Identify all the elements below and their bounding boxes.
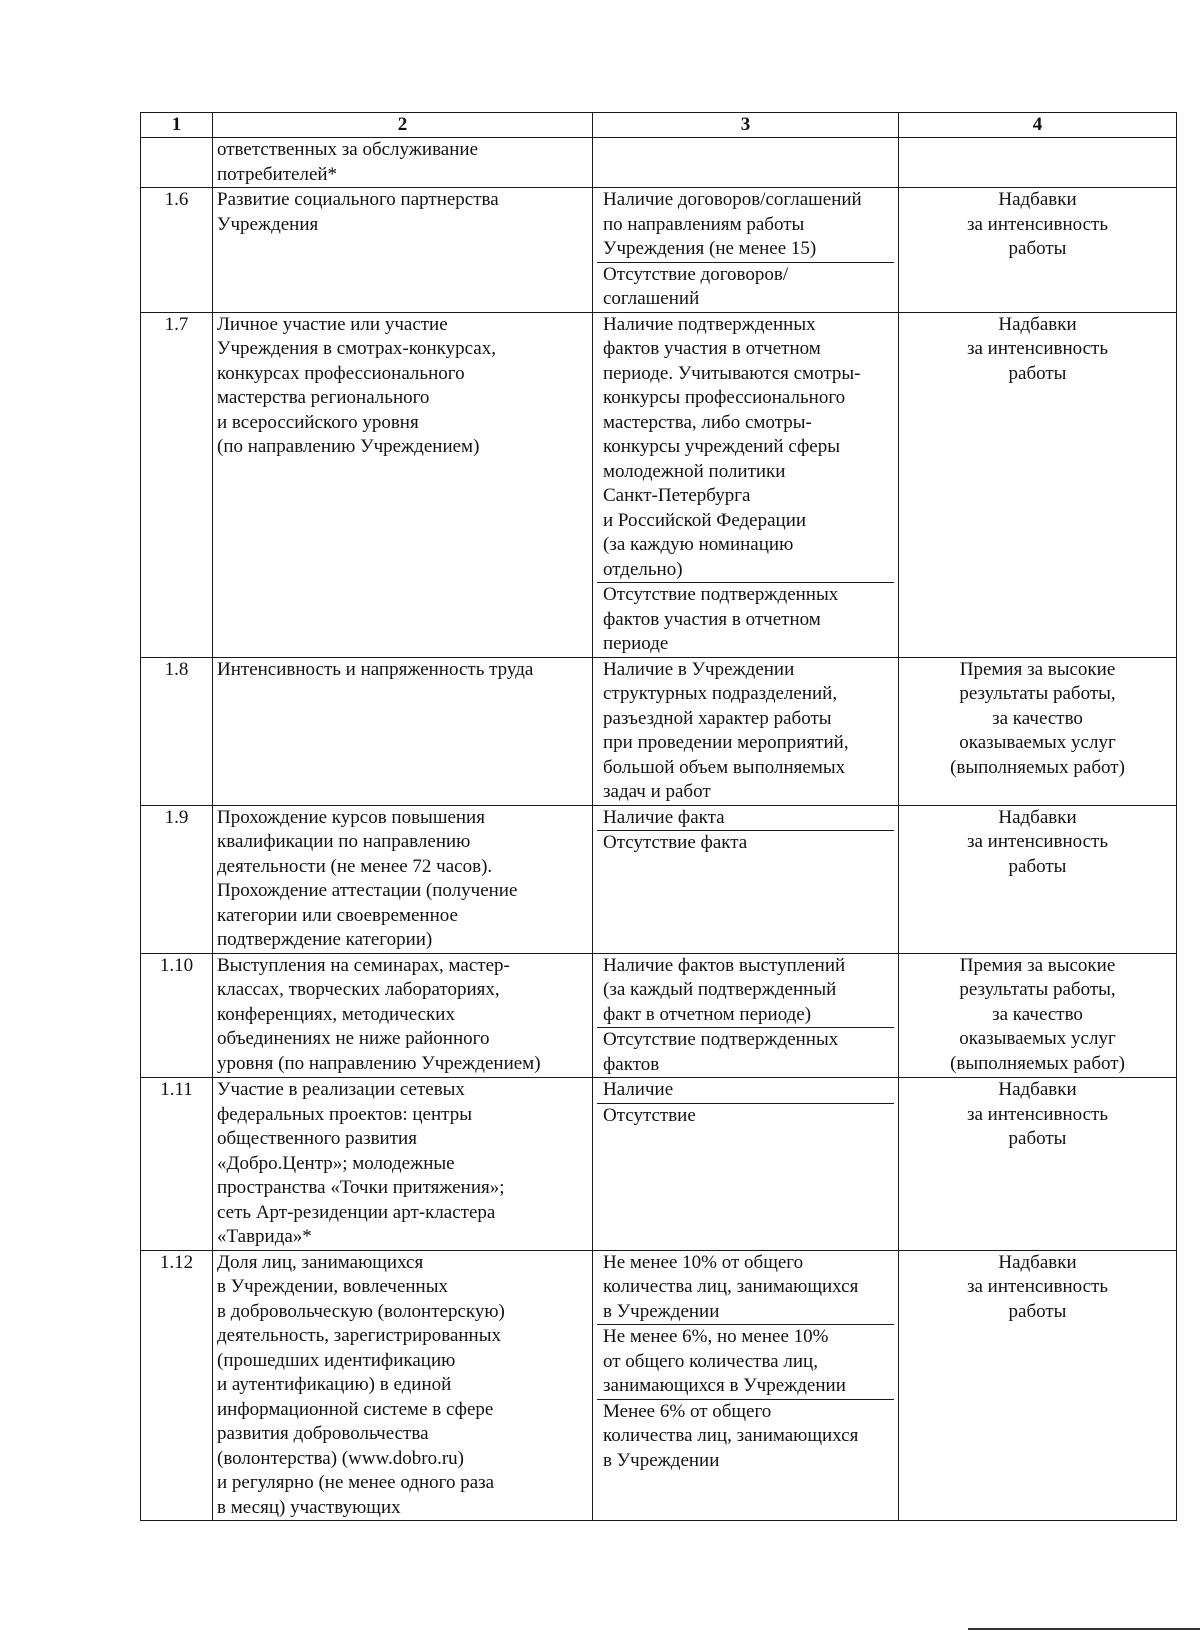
criterion-line: деятельность, зарегистрированных bbox=[217, 1325, 501, 1346]
criterion-line: в Учреждении, вовлеченных bbox=[217, 1276, 448, 1297]
criterion-line: объединениях не ниже районного bbox=[217, 1028, 490, 1049]
indicator-line: задач и работ bbox=[603, 781, 711, 802]
indicator-line: (за каждый подтвержденный bbox=[603, 979, 837, 1000]
indicator-line: молодежной политики bbox=[603, 460, 786, 482]
indicator-line: периоде. Учитываются смотры- bbox=[603, 362, 861, 384]
payment-line: за качество bbox=[992, 707, 1083, 729]
indicator-line: конкурсы учреждений сферы bbox=[603, 436, 840, 457]
indicator-line: от общего количества лиц, bbox=[603, 1350, 818, 1372]
table-row bbox=[141, 657, 1177, 805]
payment-line: работы bbox=[1008, 238, 1067, 259]
payment-line: за интенсивность bbox=[966, 1276, 1109, 1297]
indicator-option bbox=[597, 1324, 894, 1399]
indicator-cell bbox=[593, 1078, 899, 1251]
table-row bbox=[141, 188, 1177, 313]
row-number: 1.6 bbox=[141, 188, 213, 313]
payment-type-cell bbox=[899, 805, 1177, 953]
row-number: 1.8 bbox=[141, 657, 213, 805]
indicator-line: Отсутствие факта bbox=[603, 832, 748, 853]
criterion-line: (волонтерства) (www.dobro.ru) bbox=[217, 1447, 465, 1469]
criterion-line: в месяц) участвующих bbox=[217, 1496, 401, 1518]
criterion-line: общественного развития bbox=[217, 1128, 417, 1149]
row-number: 1.12 bbox=[141, 1250, 213, 1521]
criterion-line: ответственных за обслуживание bbox=[217, 139, 478, 160]
criterion-line: и аутентификацию) в единой bbox=[217, 1374, 452, 1395]
indicator-option bbox=[597, 1027, 894, 1077]
payment-line: Надбавки bbox=[998, 806, 1077, 828]
indicator-line: Наличие bbox=[603, 1079, 674, 1100]
indicator-option bbox=[597, 188, 894, 262]
header-col-1: 1 bbox=[141, 113, 213, 138]
table-row bbox=[141, 953, 1177, 1078]
indicator-option bbox=[597, 806, 894, 831]
row-number bbox=[141, 138, 213, 188]
indicator-line: Наличие договоров/соглашений bbox=[603, 189, 862, 210]
indicator-line: Наличие фактов выступлений bbox=[603, 954, 846, 976]
indicator-line: отдельно) bbox=[603, 558, 683, 580]
indicator-cell bbox=[593, 657, 899, 805]
indicator-line: разъездной характер работы bbox=[603, 707, 832, 729]
criterion-line: (по направлению Учреждением) bbox=[217, 436, 480, 457]
header-col-4: 4 bbox=[899, 113, 1177, 138]
page-edge-rule bbox=[968, 1628, 1200, 1630]
criterion-line: мастерства регионального bbox=[217, 387, 430, 408]
indicator-line: (за каждую номинацию bbox=[603, 534, 794, 555]
indicator-cell bbox=[593, 312, 899, 657]
payment-line: оказываемых услуг bbox=[959, 1028, 1116, 1049]
indicator-line: занимающихся в Учреждении bbox=[603, 1375, 846, 1396]
header-col-2: 2 bbox=[213, 113, 593, 138]
indicator-line: Отсутствие подтвержденных bbox=[603, 1029, 839, 1050]
table-row bbox=[141, 1078, 1177, 1251]
criterion-line: Развитие социального партнерства bbox=[217, 189, 499, 210]
criterion-line: в добровольческую (волонтерскую) bbox=[217, 1300, 505, 1322]
indicator-line: в Учреждении bbox=[603, 1300, 720, 1322]
payment-line: работы bbox=[1008, 1128, 1067, 1149]
criterion-line: уровня (по направлению Учреждением) bbox=[217, 1052, 541, 1074]
criterion-line: Учреждения bbox=[217, 213, 319, 235]
payment-line: работы bbox=[1008, 362, 1067, 384]
criterion-cell bbox=[213, 657, 593, 805]
criterion-line: федеральных проектов: центры bbox=[217, 1103, 472, 1125]
criterion-line: Личное участие или участие bbox=[217, 313, 448, 335]
criterion-cell bbox=[213, 805, 593, 953]
payment-line: за интенсивность bbox=[966, 213, 1109, 235]
table-row bbox=[141, 805, 1177, 953]
criterion-cell bbox=[213, 1078, 593, 1251]
payment-type-cell bbox=[899, 1078, 1177, 1251]
criterion-line: (прошедших идентификацию bbox=[217, 1349, 456, 1371]
indicator-line: Отсутствие подтвержденных bbox=[603, 584, 839, 605]
criterion-line: информационной системе в сфере bbox=[217, 1398, 494, 1420]
criterion-line: классах, творческих лабораториях, bbox=[217, 979, 500, 1000]
payment-line: Премия за высокие bbox=[959, 954, 1116, 976]
indicator-cell bbox=[593, 188, 899, 313]
criterion-line: и регулярно (не менее одного раза bbox=[217, 1472, 495, 1493]
payment-line: за интенсивность bbox=[966, 338, 1109, 359]
indicator-option bbox=[597, 1078, 894, 1103]
payment-type-cell bbox=[899, 953, 1177, 1078]
indicator-line: фактов участия в отчетном bbox=[603, 608, 821, 630]
criteria-table bbox=[140, 112, 1177, 1521]
criterion-line: Участие в реализации сетевых bbox=[217, 1079, 465, 1100]
payment-line: (выполняемых работ) bbox=[950, 1052, 1125, 1074]
payment-type-cell bbox=[899, 188, 1177, 313]
indicator-line: количества лиц, занимающихся bbox=[603, 1276, 859, 1297]
indicator-cell bbox=[593, 953, 899, 1078]
criterion-line: деятельности (не менее 72 часов). bbox=[217, 855, 493, 877]
payment-line: работы bbox=[1008, 1300, 1067, 1322]
criterion-line: категории или своевременное bbox=[217, 904, 458, 926]
indicator-line: Отсутствие договоров/ bbox=[603, 263, 789, 285]
payment-line: результаты работы, bbox=[959, 683, 1116, 704]
payment-line: (выполняемых работ) bbox=[950, 756, 1125, 778]
criterion-line: потребителей* bbox=[217, 163, 338, 185]
indicator-line: Не менее 10% от общего bbox=[603, 1251, 804, 1273]
indicator-line: Наличие подтвержденных bbox=[603, 313, 816, 335]
indicator-line: Санкт-Петербурга bbox=[603, 485, 751, 506]
payment-line: Надбавки bbox=[998, 189, 1077, 210]
indicator-line: мастерства, либо смотры- bbox=[603, 411, 812, 433]
indicator-line: Отсутствие bbox=[603, 1104, 696, 1126]
payment-line: за качество bbox=[992, 1003, 1083, 1025]
row-number: 1.10 bbox=[141, 953, 213, 1078]
payment-type-cell bbox=[899, 1250, 1177, 1521]
criterion-line: конкурсах профессионального bbox=[217, 362, 465, 384]
indicator-line: периоде bbox=[603, 633, 669, 654]
criterion-cell bbox=[213, 138, 593, 188]
payment-line: работы bbox=[1008, 855, 1067, 877]
payment-line: оказываемых услуг bbox=[959, 732, 1116, 753]
criterion-line: квалификации по направлению bbox=[217, 831, 471, 852]
indicator-option bbox=[597, 262, 894, 312]
indicator-line: фактов участия в отчетном bbox=[603, 338, 821, 359]
criterion-line: «Таврида»* bbox=[217, 1226, 312, 1247]
criterion-line: Прохождение курсов повышения bbox=[217, 806, 485, 828]
indicator-line: соглашений bbox=[603, 288, 700, 309]
indicator-line: Наличие факта bbox=[603, 806, 725, 828]
payment-type-cell bbox=[899, 138, 1177, 188]
indicator-line: факт в отчетном периоде) bbox=[603, 1003, 812, 1025]
criterion-cell bbox=[213, 953, 593, 1078]
criterion-cell bbox=[213, 312, 593, 657]
criterion-line: «Добро.Центр»; молодежные bbox=[217, 1152, 455, 1174]
payment-type-cell bbox=[899, 312, 1177, 657]
criterion-line: развития добровольчества bbox=[217, 1423, 429, 1444]
indicator-option bbox=[597, 1399, 894, 1474]
payment-line: за интенсивность bbox=[966, 1103, 1109, 1125]
indicator-line: большой объем выполняемых bbox=[603, 756, 846, 778]
indicator-option bbox=[597, 582, 894, 657]
indicator-line: по направлениям работы bbox=[603, 213, 805, 235]
payment-type-cell bbox=[899, 657, 1177, 805]
payment-line: Надбавки bbox=[998, 1079, 1077, 1100]
table-body bbox=[141, 138, 1177, 1521]
indicator-line: Учреждения (не менее 15) bbox=[603, 238, 817, 259]
indicator-line: количества лиц, занимающихся bbox=[603, 1425, 859, 1446]
indicator-option bbox=[597, 1251, 894, 1325]
indicator-option bbox=[597, 830, 894, 856]
payment-line: за интенсивность bbox=[966, 831, 1109, 852]
header-col-3: 3 bbox=[593, 113, 899, 138]
table-row bbox=[141, 312, 1177, 657]
indicator-line: в Учреждении bbox=[603, 1449, 720, 1471]
row-number: 1.11 bbox=[141, 1078, 213, 1251]
criterion-line: Прохождение аттестации (получение bbox=[217, 880, 518, 901]
indicator-cell bbox=[593, 1250, 899, 1521]
criterion-line: Выступления на семинарах, мастер- bbox=[217, 954, 510, 976]
payment-line: Премия за высокие bbox=[959, 658, 1116, 680]
indicator-cell bbox=[593, 138, 899, 188]
payment-line: Надбавки bbox=[998, 313, 1077, 335]
criterion-line: Интенсивность и напряженность труда bbox=[217, 658, 534, 680]
indicator-line: Менее 6% от общего bbox=[603, 1400, 772, 1422]
criterion-line: сеть Арт-резиденции арт-кластера bbox=[217, 1201, 496, 1223]
criterion-line: конференциях, методических bbox=[217, 1003, 455, 1025]
criterion-line: Учреждения в смотрах-конкурсах, bbox=[217, 338, 496, 359]
indicator-line: при проведении мероприятий, bbox=[603, 732, 849, 753]
indicator-option bbox=[597, 1103, 894, 1129]
indicator-line: Не менее 6%, но менее 10% bbox=[603, 1326, 829, 1347]
criterion-line: Доля лиц, занимающихся bbox=[217, 1251, 424, 1273]
indicator-line: и Российской Федерации bbox=[603, 509, 807, 531]
criterion-line: пространства «Точки притяжения»; bbox=[217, 1177, 505, 1198]
indicator-option bbox=[597, 313, 894, 583]
payment-line: результаты работы, bbox=[959, 979, 1116, 1000]
payment-line: Надбавки bbox=[998, 1251, 1077, 1273]
criterion-cell bbox=[213, 1250, 593, 1521]
indicator-line: Наличие в Учреждении bbox=[603, 658, 795, 680]
indicator-line: структурных подразделений, bbox=[603, 683, 838, 704]
header-row bbox=[141, 113, 1177, 138]
indicator-cell bbox=[593, 805, 899, 953]
row-number: 1.9 bbox=[141, 805, 213, 953]
row-number: 1.7 bbox=[141, 312, 213, 657]
indicator-option bbox=[597, 954, 894, 1028]
indicator-line: конкурсы профессионального bbox=[603, 387, 846, 408]
table-row bbox=[141, 138, 1177, 188]
indicator-line: фактов bbox=[603, 1053, 660, 1075]
criterion-line: подтверждение категории) bbox=[217, 929, 433, 950]
criterion-line: и всероссийского уровня bbox=[217, 411, 419, 433]
indicator-option bbox=[597, 138, 894, 162]
table-row bbox=[141, 1250, 1177, 1521]
criterion-cell bbox=[213, 188, 593, 313]
indicator-option bbox=[597, 658, 894, 805]
